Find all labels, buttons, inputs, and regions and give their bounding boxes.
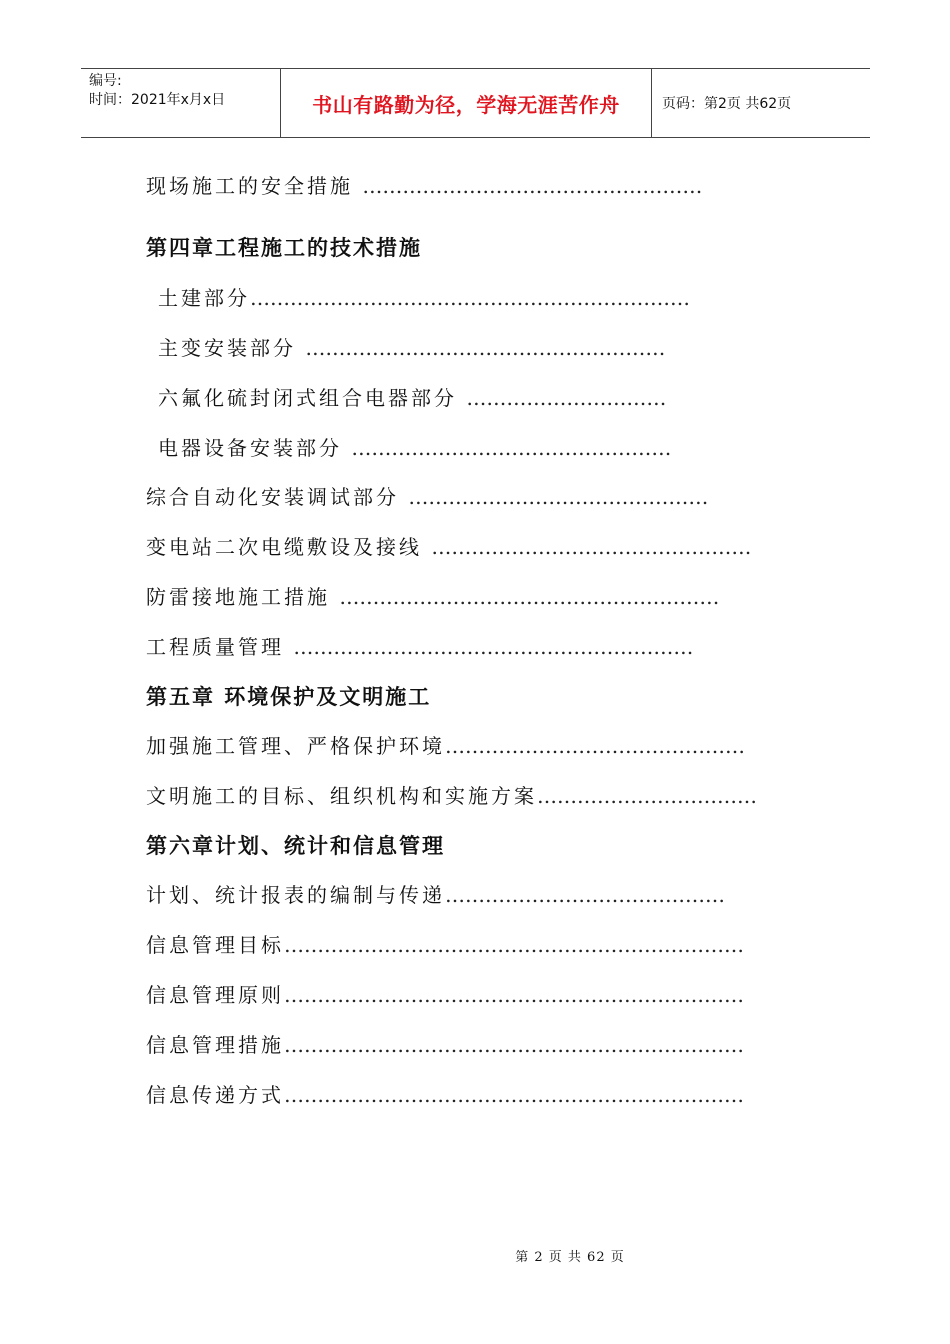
toc-leader-dots: ………………………… [466,386,667,410]
toc-entry-title: 变电站二次电缆敷设及接线 [146,535,422,559]
toc-leader-dots: ………………………………………… [351,436,672,460]
toc-entry-title: 工程质量管理 [146,635,284,659]
toc-leader-dots: ……………………………………… [408,485,709,509]
toc-entry-title: 主变安装部分 [158,336,296,360]
toc-leader-dots: …………………………………………………………… [284,983,744,1007]
toc-entry-title: 加强施工管理、严格保护环境 [146,734,445,758]
toc-entry [146,880,725,910]
toc-entry-title: 信息管理措施 [146,1033,284,1057]
toc-entry-title: 现场施工的安全措施 [146,174,353,198]
toc-entry [158,433,671,463]
toc-leader-dots: …………………………………… [445,883,725,907]
toc-entry [158,383,666,413]
toc-entry [146,532,751,562]
toc-entry-title: 六氟化硫封闭式组合电器部分 [158,386,457,410]
toc-entry [146,781,757,811]
header-page-info: 页码：第2页 共62页 [662,96,792,112]
chapter-heading: 第四章工程施工的技术措施 [146,236,422,260]
page-header [81,68,870,138]
toc-leader-dots: …………………………… [537,784,757,808]
toc-entry [146,482,708,512]
header-motto: 书山有路勤为径，学海无涯苦作舟 [312,92,620,117]
chapter-heading: 第五章 环境保护及文明施工 [146,685,432,709]
toc-entry [146,930,744,960]
chapter-heading: 第六章计划、统计和信息管理 [146,834,445,858]
toc-entry-title: 土建部分 [158,286,250,310]
toc-leader-dots: ……………………………………………… [305,336,666,360]
document-number-label: 编号: [89,73,122,89]
toc-entry [146,171,702,201]
toc-entry-title: 信息传递方式 [146,1083,284,1107]
header-meta [81,69,281,137]
toc-entry-title: 综合自动化安装调试部分 [146,485,399,509]
toc-leader-dots: ………………………………………… [431,535,752,559]
toc-leader-dots: …………………………………………………………… [284,1083,744,1107]
toc-entry [158,283,690,313]
toc-entry [158,333,665,363]
toc-entry [146,980,744,1010]
document-time-label: 时间：2021年x月x日 [89,92,226,108]
toc-entry [146,731,745,761]
toc-entry-title: 电器设备安装部分 [158,436,342,460]
header-motto-cell [281,69,652,137]
toc-leader-dots: …………………………………………… [362,174,703,198]
toc-entry [146,632,693,662]
toc-leader-dots: ………………………………………………………… [250,286,690,310]
toc-leader-dots: …………………………………………………… [293,635,694,659]
toc-entry-title: 信息管理目标 [146,933,284,957]
toc-entry-title: 计划、统计报表的编制与传递 [146,883,445,907]
toc-leader-dots: …………………………………………………………… [284,1033,744,1057]
toc-entry-title: 信息管理原则 [146,983,284,1007]
toc-entry [146,582,719,612]
toc-leader-dots: ……………………………………… [445,734,745,758]
toc-leader-dots: ………………………………………………… [339,585,720,609]
toc-entry [146,1080,744,1110]
toc-entry-title: 文明施工的目标、组织机构和实施方案 [146,784,537,808]
toc-entry [146,1030,744,1060]
toc-leader-dots: …………………………………………………………… [284,933,744,957]
page-footer-number: 第 2 页 共 62 页 [515,1250,625,1265]
toc-entry-title: 防雷接地施工措施 [146,585,330,609]
